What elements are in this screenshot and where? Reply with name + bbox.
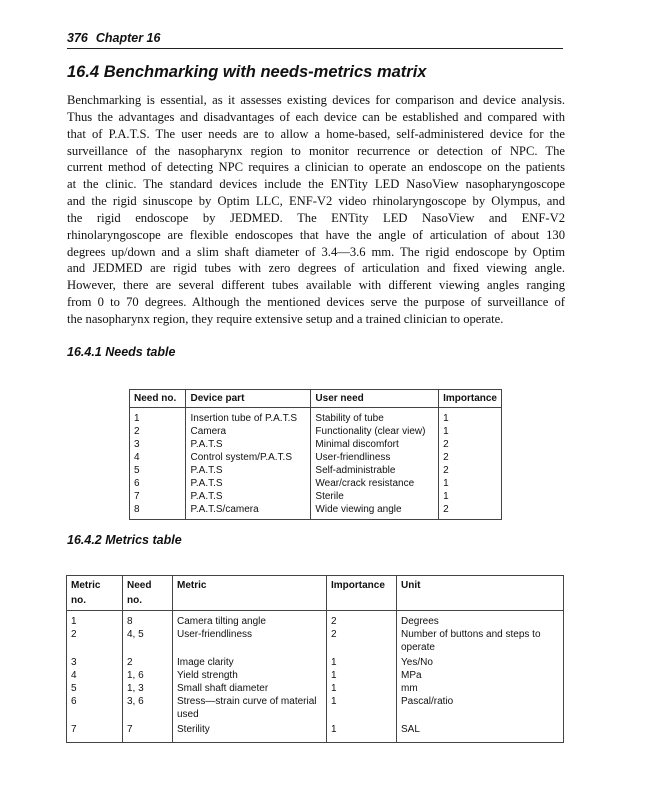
table-cell: 6 <box>71 696 77 707</box>
table-row <box>67 723 564 743</box>
section-title: 16.4 Benchmarking with needs-metrics matrix <box>67 63 427 81</box>
table-cell: 8 <box>123 611 173 629</box>
paragraph-line: Benchmarking is essential, as it assesses existing devices for comparison and device analysis. <box>67 93 565 107</box>
table-row <box>67 611 564 629</box>
table-cell: 1 <box>327 695 397 723</box>
metrics-table-title: 16.4.2 Metrics table <box>67 533 182 547</box>
table-cell: P.A.T.S <box>186 477 311 490</box>
table-cell: 1 <box>439 490 502 503</box>
table-row <box>67 628 564 656</box>
paragraph-line: rhinolaryngoscope are flexible endoscopes that have the angle of articulation of about 130 <box>67 227 565 242</box>
table-cell: 1 <box>71 616 77 627</box>
table-cell: 1, 3 <box>123 682 173 695</box>
needs-table <box>129 389 502 520</box>
table-row <box>67 656 564 669</box>
table-cell: MPa <box>397 669 564 682</box>
table-cell: Camera tilting angle <box>173 611 327 629</box>
table-row <box>130 490 502 503</box>
table-cell: 3 <box>134 439 140 450</box>
paragraph-line: degrees up/down and a slim shaft diameter of 3.4—3.6 mm. The rigid endoscope by Optim <box>67 244 565 259</box>
column-header: Unit <box>397 576 564 611</box>
metrics-table <box>66 575 564 743</box>
table-row <box>130 503 502 520</box>
paragraph-line: the rigid endoscope by JEDMED. The ENTity LED NasoView and ENF-V2 <box>67 210 565 225</box>
table-cell: 1 <box>439 477 502 490</box>
table-cell: 1, 6 <box>123 669 173 682</box>
paragraph-line: However, there are several different tubes available with different viewing angles ranging <box>67 278 565 293</box>
table-row <box>130 438 502 451</box>
table-row <box>130 477 502 490</box>
table-cell: Minimal discomfort <box>311 438 439 451</box>
table-cell: 4 <box>71 670 77 681</box>
chapter-label: Chapter 16 <box>95 31 161 45</box>
table-cell: Stability of tube <box>311 408 439 426</box>
table-cell: Small shaft diameter <box>173 682 327 695</box>
table-cell: P.A.T.S/camera <box>186 503 311 520</box>
paragraph-line: surveillance of the nasopharynx region to monitor recurrence or detection of NPC. The <box>67 143 565 158</box>
table-cell: Self-administrable <box>311 464 439 477</box>
table-cell: 4, 5 <box>123 628 173 656</box>
table-row <box>130 408 502 426</box>
table-cell: 2 <box>327 611 397 629</box>
column-header: Need no. <box>130 390 186 408</box>
table-cell: 2 <box>439 464 502 477</box>
paragraph-line: from 0 to 70 degrees. Although the mentioned devices serve the purpose of surveillance of <box>67 295 565 310</box>
body-paragraph <box>67 92 565 328</box>
table-cell: Wide viewing angle <box>311 503 439 520</box>
table-header-row <box>67 576 564 611</box>
paragraph-line: and the rigid sinuscope by Optim LLC, ENF-V2 video rhinolaryngoscope by Olympus, and <box>67 194 565 209</box>
paragraph-line: Thus the advantages and disadvantages of each device can be established and compared with <box>67 109 565 124</box>
column-header: Need no. <box>123 576 173 611</box>
paragraph-line: that of P.A.T.S. The user needs are to allow a home-based, self-administered device for the <box>67 126 565 141</box>
paragraph-line: the nasopharynx region, they require extensive setup and a trained clinician to operate. <box>67 311 504 326</box>
running-head <box>67 31 563 49</box>
table-cell: User-friendliness <box>311 451 439 464</box>
table-cell: 2 <box>439 503 502 520</box>
table-cell: SAL <box>397 723 564 743</box>
table-cell: 7 <box>71 724 77 735</box>
paragraph-line: and JEDMED are rigid tubes with zero degrees of articulation and fixed viewing angle. <box>67 261 565 276</box>
table-cell: 6 <box>134 478 140 489</box>
table-cell: Sterile <box>311 490 439 503</box>
needs-table-title: 16.4.1 Needs table <box>67 345 176 359</box>
table-cell: 5 <box>71 683 77 694</box>
table-row <box>67 695 564 723</box>
table-cell: Pascal/ratio <box>397 695 564 723</box>
table-cell: 1 <box>327 656 397 669</box>
table-cell: 8 <box>134 504 140 515</box>
table-cell: P.A.T.S <box>186 490 311 503</box>
table-row <box>130 425 502 438</box>
table-cell: 1 <box>439 425 502 438</box>
table-header-row <box>130 390 502 408</box>
table-row <box>130 451 502 464</box>
table-cell: Wear/crack resistance <box>311 477 439 490</box>
table-cell: Degrees <box>397 611 564 629</box>
table-cell: Image clarity <box>173 656 327 669</box>
table-cell: 2 <box>327 628 397 656</box>
table-cell: 3 <box>71 657 77 668</box>
column-header: Metric <box>173 576 327 611</box>
table-cell: Stress—strain curve of material used <box>173 695 327 723</box>
table-cell: 5 <box>134 465 140 476</box>
table-cell: 2 <box>134 426 140 437</box>
table-cell: 2 <box>439 438 502 451</box>
table-cell: P.A.T.S <box>186 438 311 451</box>
column-header: Device part <box>186 390 311 408</box>
table-cell: 1 <box>327 682 397 695</box>
table-cell: 1 <box>439 408 502 426</box>
paragraph-line: current method of detecting NPC requires a clinician to operate an endoscope on the patients <box>67 160 565 175</box>
table-cell: 2 <box>123 656 173 669</box>
table-cell: Number of buttons and steps to operate <box>397 628 564 656</box>
table-cell: P.A.T.S <box>186 464 311 477</box>
table-cell: 2 <box>439 451 502 464</box>
table-cell: 7 <box>123 723 173 743</box>
column-header: Metric no. <box>67 576 123 611</box>
table-cell: 7 <box>134 491 140 502</box>
table-cell: 3, 6 <box>123 695 173 723</box>
table-cell: Functionality (clear view) <box>311 425 439 438</box>
column-header: Importance <box>439 390 502 408</box>
table-cell: Control system/P.A.T.S <box>186 451 311 464</box>
table-cell: 4 <box>134 452 140 463</box>
table-cell: Sterility <box>173 723 327 743</box>
table-cell: Insertion tube of P.A.T.S <box>186 408 311 426</box>
table-cell: Yield strength <box>173 669 327 682</box>
table-cell: Camera <box>186 425 311 438</box>
table-cell: 1 <box>327 669 397 682</box>
page-number: 376 <box>67 31 88 45</box>
table-row <box>67 682 564 695</box>
table-cell: mm <box>397 682 564 695</box>
column-header: User need <box>311 390 439 408</box>
table-row <box>130 464 502 477</box>
table-cell: User-friendliness <box>173 628 327 656</box>
table-cell: Yes/No <box>397 656 564 669</box>
table-cell: 1 <box>327 723 397 743</box>
column-header: Importance <box>327 576 397 611</box>
table-row <box>67 669 564 682</box>
table-cell: 1 <box>134 413 140 424</box>
paragraph-line: at the clinic. The standard devices include the ENTity LED NasoView nasopharyngoscope <box>67 177 565 192</box>
table-cell: 2 <box>71 629 77 640</box>
